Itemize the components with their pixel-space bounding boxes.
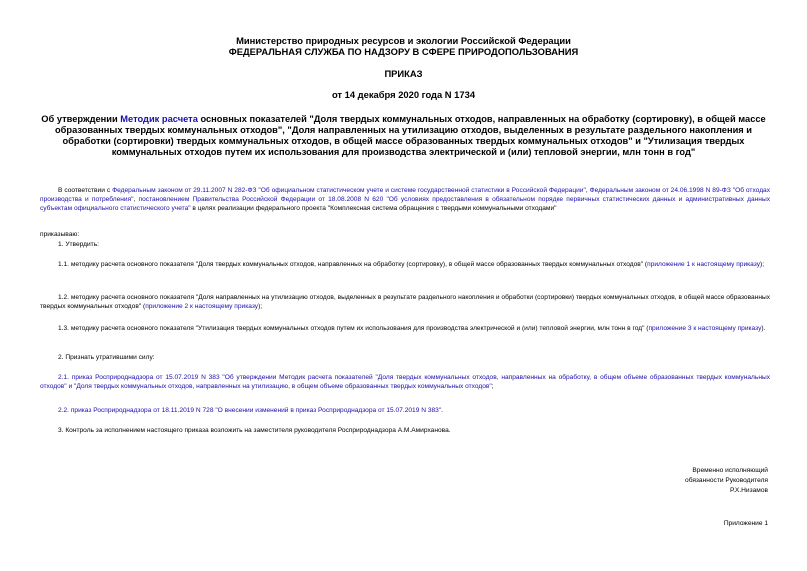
document-date-number: от 14 декабря 2020 года N 1734 xyxy=(331,89,476,100)
document-title xyxy=(40,114,767,158)
order-383-link[interactable]: 2.1. приказ Росприроднадзора от 15.07.2019 N 383 "Об утверждении Методик расчета показателей "Доля твердых коммунальных отходов, направленных на обработку, в общем объеме образованных твердых коммунальных отходов" и "Доля твердых коммунальных отходов, направленных на утилизацию, в общем объеме образованных твердых коммунальных отходов" xyxy=(40,374,770,390)
item-2: 2. Признать утратившими силу: xyxy=(58,354,155,361)
service-name: ФЕДЕРАЛЬНАЯ СЛУЖБА ПО НАДЗОРУ В СФЕРЕ ПРИРОДОПОЛЬЗОВАНИЯ xyxy=(228,46,579,57)
title-prefix: Об утверждении xyxy=(41,114,121,124)
title-rest: основных показателей "Доля твердых коммунальных отходов, направленных на обработку (сортировку), в общей массе образованных твердых коммунальных отходов", "Доля направленных на утилизацию отходов, выделенных в результате раздельного накопления и обработки (сортировки) твердых коммунальных отходов, в общей массе образованных твердых коммунальных отходов" и "Утилизация твердых коммунальных отходов путем их использования для производства электрической и (или) тепловой энергии, млн тонн в год" xyxy=(54,114,766,157)
item-text: ). xyxy=(761,325,766,332)
item-text: 1.2. методику расчета основного показателя "Доля направленных на утилизацию отходов, выделенных в результате раздельного накопления и обработки (сортировки) твердых коммунальных отходов, в общей массе образованных твердых коммунальных отходов" ( xyxy=(40,294,770,310)
signature-block xyxy=(568,466,768,496)
item-1-2 xyxy=(40,293,770,311)
item-text: . xyxy=(441,407,444,414)
item-1-1 xyxy=(40,260,770,269)
preamble-text: , xyxy=(585,187,590,194)
ministry-name: Министерство природных ресурсов и экологии Российской Федерации xyxy=(236,35,571,46)
item-text: ); xyxy=(258,303,263,310)
preamble xyxy=(40,186,770,213)
item-1: 1. Утвердить: xyxy=(58,241,99,248)
signature-name: Р.Х.Низамов xyxy=(729,487,768,494)
federal-law-282-link[interactable]: Федеральным законом от 29.11.2007 N 282-ФЗ "Об официальном статистическом учете и системе государственной статистики в Российской Федерации" xyxy=(112,187,586,194)
item-text: ); xyxy=(760,261,765,268)
order-word: приказываю: xyxy=(40,231,80,238)
appendix-label: Приложение 1 xyxy=(723,520,768,527)
title-link[interactable]: Методик расчета xyxy=(120,114,198,124)
item-2-2 xyxy=(40,406,770,415)
preamble-text: в целях реализации федерального проекта "Комплексная система обращения с твердыми коммунальными отходами" xyxy=(190,205,557,212)
signature-line-2: обязанности Руководителя xyxy=(685,477,768,484)
federal-law-89-link[interactable]: Федеральным законом от 24.06.1998 N 89-ФЗ "Об отходах производства и потребления" xyxy=(40,187,771,203)
item-text: 1.1. методику расчета основного показателя "Доля твердых коммунальных отходов, направленных на обработку (сортировку), в общей массе образованных твердых коммунальных отходов" ( xyxy=(58,261,648,268)
appendix-2-link[interactable]: приложение 2 к настоящему приказу xyxy=(145,303,259,310)
item-2-1 xyxy=(40,373,770,391)
appendix-3-link[interactable]: приложение 3 к настоящему приказу xyxy=(648,325,762,332)
item-text: ; xyxy=(491,383,494,390)
item-3: 3. Контроль за исполнением настоящего приказа возложить на заместителя руководителя Росприроднадзора А.М.Амирханова. xyxy=(58,427,451,434)
document-type: ПРИКАЗ xyxy=(384,68,423,79)
item-1-3 xyxy=(40,324,770,333)
appendix-1-link[interactable]: приложение 1 к настоящему приказу xyxy=(647,261,761,268)
preamble-text: , xyxy=(133,196,139,203)
signature-line-1: Временно исполняющий xyxy=(692,467,768,474)
preamble-text: В соответствии с xyxy=(58,187,113,194)
government-decree-620-link[interactable]: постановлением Правительства Российской Федерации от 18.08.2008 N 620 "Об условиях предоставления в обязательном порядке первичных статистических данных и административных данных субъектам официального статистического учета" xyxy=(40,196,770,212)
order-728-link[interactable]: 2.2. приказ Росприроднадзора от 18.11.2019 N 728 "О внесении изменений в приказ Росприроднадзора от 15.07.2019 N 383" xyxy=(58,407,442,414)
item-text: 1.3. методику расчета основного показателя "Утилизация твердых коммунальных отходов путем их использования для производства электрической и (или) тепловой энергии, млн тонн в год" ( xyxy=(58,325,649,332)
